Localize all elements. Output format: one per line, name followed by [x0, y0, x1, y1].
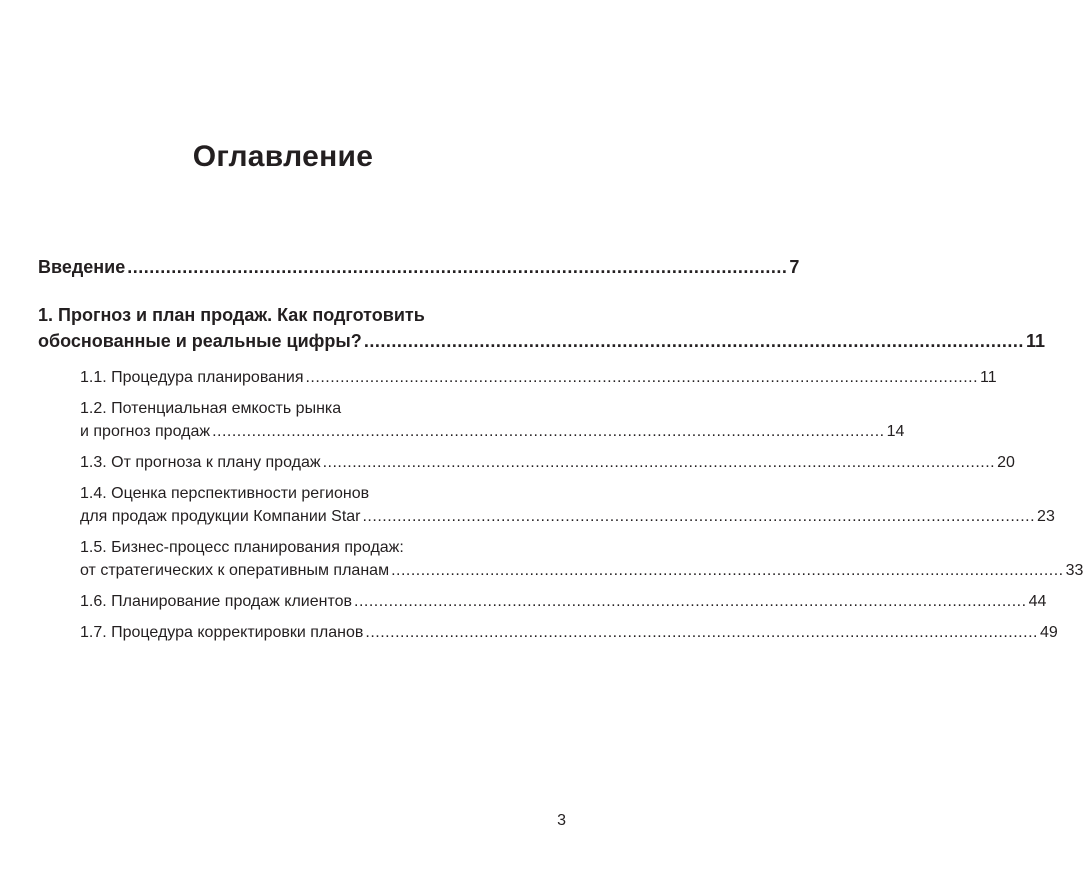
dot-leader: ........................................................................................................................................ — [362, 508, 1036, 525]
toc-entry-intro — [38, 254, 800, 280]
dot-leader: ........................................................................................................................................ — [354, 593, 1027, 610]
toc-entry-1-2-line-1: 1.2. Потенциальная емкость рынка — [80, 400, 342, 417]
toc-page-number: 11 — [980, 369, 997, 386]
toc-entry-1-3 — [80, 451, 1015, 474]
toc-entry-label: 1.6. Планирование продаж клиентов — [80, 593, 352, 610]
toc-page-number: 20 — [997, 454, 1015, 471]
toc-entry-label: Введение — [38, 257, 126, 277]
toc-entry-label: для продаж продукции Компании Star — [80, 508, 361, 525]
dot-leader: ........................................................................................................................................ — [305, 369, 979, 386]
toc-entry-1-6 — [80, 590, 1047, 613]
toc-entry-1-5 — [80, 559, 1083, 582]
toc-page-number: 49 — [1039, 624, 1058, 641]
toc-entry-1-4-line-1: 1.4. Оценка перспективности регионов — [80, 485, 370, 502]
dot-leader: ........................................................................................................................ — [363, 331, 1024, 351]
toc-entry-1-2 — [80, 420, 905, 443]
toc-page-number: 44 — [1028, 593, 1047, 610]
toc-page-number: 23 — [1037, 508, 1055, 525]
toc-entry-label: от стратегических к оперативным планам — [80, 562, 390, 579]
page-title: Оглавление — [192, 140, 374, 173]
toc-page-number: 33 — [1065, 562, 1083, 579]
page-number: 3 — [557, 812, 566, 829]
dot-leader: ........................................................................................................................................ — [322, 454, 996, 471]
toc-entry-1-4 — [80, 505, 1055, 528]
toc-page-number: 14 — [886, 423, 905, 440]
toc-page-number: 11 — [1025, 331, 1045, 351]
dot-leader: ........................................................................................................................................ — [212, 423, 885, 440]
toc-entry-label: 1.3. От прогноза к плану продаж — [80, 454, 321, 471]
dot-leader: ........................................................................................................................................ — [365, 624, 1038, 641]
toc-entry-1-7 — [80, 621, 1058, 644]
toc-entry-1-1 — [80, 366, 997, 389]
toc-entry-chapter-1 — [38, 328, 1045, 354]
toc-entry-label: обоснованные и реальные цифры? — [38, 331, 362, 351]
dot-leader: ........................................................................................................................................ — [391, 562, 1064, 579]
dot-leader: ........................................................................................................................ — [127, 257, 788, 277]
toc-page-number: 7 — [789, 257, 800, 277]
toc-entry-1-5-line-1: 1.5. Бизнес-процесс планирования продаж: — [80, 539, 404, 556]
toc-entry-label: 1.1. Процедура планирования — [80, 369, 304, 386]
toc-entry-label: и прогноз продаж — [80, 423, 211, 440]
toc-chapter-1-line-1: 1. Прогноз и план продаж. Как подготовить — [38, 305, 425, 325]
toc-entry-label: 1.7. Процедура корректировки планов — [80, 624, 364, 641]
